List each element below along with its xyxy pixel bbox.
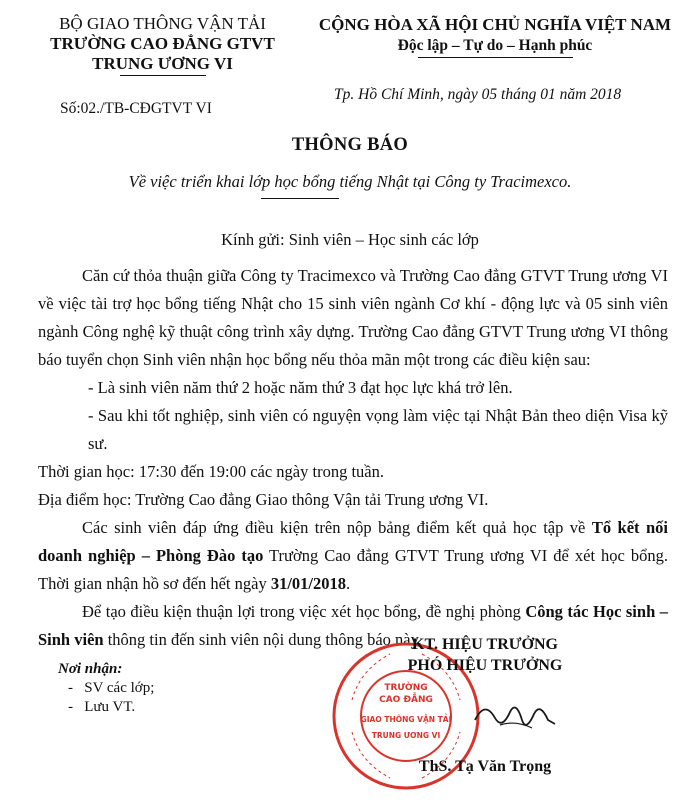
stamp-text: CAO ĐẲNG <box>379 695 433 705</box>
place-date: Tp. Hồ Chí Minh, ngày 05 tháng 01 năm 2018 <box>334 86 622 103</box>
motto-underline <box>418 57 573 58</box>
recipient-item: - Lưu VT. <box>68 699 136 715</box>
document-body <box>38 262 668 654</box>
stamp-text: TRƯỜNG <box>384 683 428 693</box>
study-time: Thời gian học: 17:30 đến 19:00 các ngày trong tuần. <box>38 462 384 481</box>
department-name: Tổ kết nối doanh nghiệp – Phòng Đào tạo <box>38 518 669 565</box>
recipient-label: SV các lớp; <box>84 680 155 696</box>
national-motto: Độc lập – Tự do – Hạnh phúc <box>397 37 593 54</box>
subtitle-rule <box>261 198 339 199</box>
national-header <box>300 14 690 58</box>
recipient-label: Lưu VT. <box>84 699 136 715</box>
signer-title-line1: KT. HIỆU TRƯỞNG <box>412 636 558 653</box>
text-run: Các sinh viên đáp ứng điều kiện trên nộp bảng điểm kết quả học tập về <box>82 518 592 537</box>
signer-title-line2: PHÓ HIỆU TRƯỞNG <box>407 657 563 674</box>
issuer-underline <box>120 75 206 76</box>
school-name-line1: TRƯỜNG CAO ĐẲNG GTVT <box>50 34 275 53</box>
stamp-text: TRUNG ƯƠNG VI <box>371 731 441 740</box>
study-location: Địa điểm học: Trường Cao đẳng Giao thông Vận tải Trung ương VI. <box>38 490 489 509</box>
deadline-date: 31/01/2018 <box>270 574 346 593</box>
text-run: thông tin đến sinh viên nội dung thông báo này. <box>103 630 422 649</box>
paragraph-basis: Căn cứ thỏa thuận giữa Công ty Tracimexco và Trường Cao đẳng GTVT Trung ương VI về việc tài trợ học bổng tiếng Nhật cho 15 sinh viên ngành Cơ khí - động lực và 05 sinh viên ngành Công nghệ kỹ thuật công trình xây dựng. Trường Cao đẳng GTVT Trung ương VI thông báo tuyển chọn Sinh viên nhận học bổng nếu thỏa mãn một trong các điều kiện sau: <box>38 266 668 369</box>
greeting: Kính gửi: Sinh viên – Học sinh các lớp <box>221 230 479 249</box>
condition-item: - Là sinh viên năm thứ 2 hoặc năm thứ 3 đạt học lực khá trở lên. <box>88 378 513 397</box>
document-number: Số:02./TB-CĐGTVT VI <box>60 100 212 117</box>
paragraph-submission <box>38 514 668 598</box>
stamp-text: GIAO THÔNG VẬN TẢI <box>360 715 452 724</box>
ministry-name: BỘ GIAO THÔNG VẬN TẢI <box>59 14 266 33</box>
signer-title <box>360 634 610 676</box>
school-name-line2: TRUNG ƯƠNG VI <box>92 54 233 73</box>
nation-name: CỘNG HÒA XÃ HỘI CHỦ NGHĨA VIỆT NAM <box>318 15 672 34</box>
recipients-block <box>58 660 154 717</box>
document-title: THÔNG BÁO <box>291 135 409 155</box>
text-run: Để tạo điều kiện thuận lợi trong việc xét học bổng, đề nghị phòng <box>82 602 526 621</box>
recipient-item: - SV các lớp; <box>68 680 155 696</box>
handwritten-signature <box>470 690 560 740</box>
text-run: . <box>346 574 351 593</box>
signer-name: ThS. Tạ Văn Trọng <box>418 758 552 775</box>
text-run: Trường Cao đẳng GTVT Trung ương VI để xét học bổng. Thời gian nhận hồ sơ đến hết ngày <box>38 546 668 593</box>
issuer-block <box>20 14 305 76</box>
condition-item: - Sau khi tốt nghiệp, sinh viên có nguyện vọng làm việc tại Nhật Bản theo diện Visa kỹ sư. <box>88 406 668 453</box>
document-subtitle: Về việc triển khai lớp học bổng tiếng Nhật tại Công ty Tracimexco. <box>128 172 572 191</box>
office-name: Công tác Học sinh – Sinh viên <box>38 602 668 649</box>
recipients-heading: Nơi nhận: <box>58 661 123 677</box>
